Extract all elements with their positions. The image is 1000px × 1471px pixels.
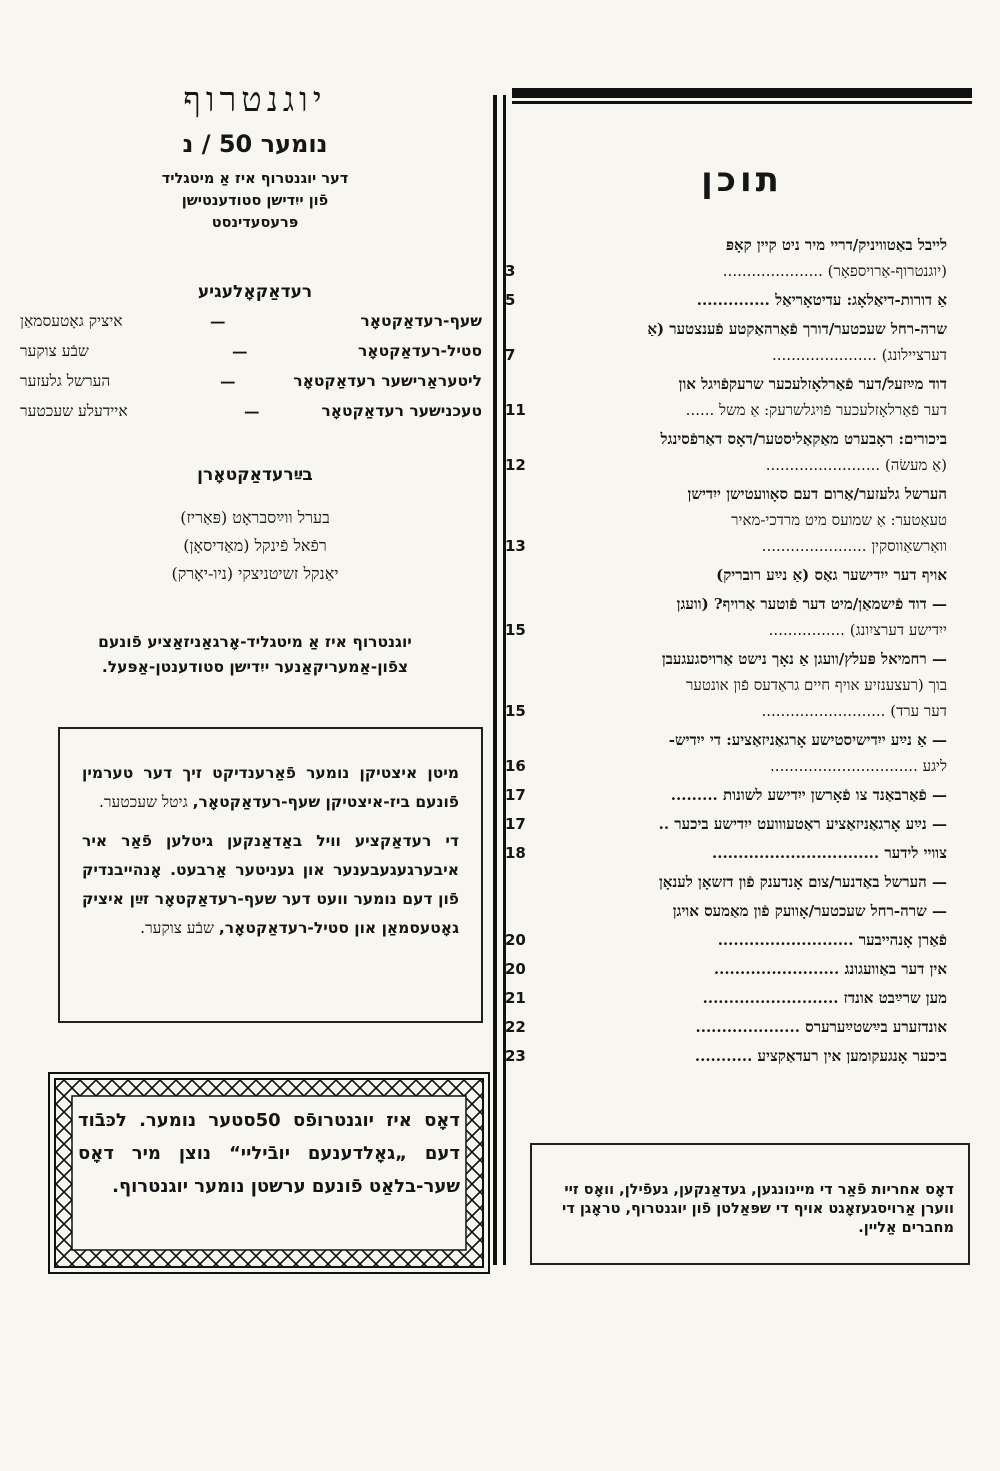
associate-editor: רפֿאל פֿינקל (מאַדיסאָן) <box>183 536 327 555</box>
toc-entry-line: — שרה-רחל שעכטער/אָוועק פֿון מאַמעס אויגן <box>672 902 947 920</box>
toc-page-number: 21 <box>505 989 526 1007</box>
editor-change-notice <box>58 727 483 1023</box>
toc-page-number: 17 <box>505 786 526 804</box>
toc-entry <box>505 1014 947 1040</box>
board-role: ליטעראַרישער רעדאַקטאָר <box>293 372 482 390</box>
toc-entry-line: — דוד פֿישמאַן/מיט דער פֿוטער אַרויף? (וועגן <box>676 595 947 613</box>
toc-entry-line: מען שרײַבט אונדז .......................... <box>702 989 947 1007</box>
toc-entry-line: (יוגנטרוף-אַרויספאָר) ..................... <box>722 262 947 280</box>
toc-entry-line: דער פֿאַרלאָזלעכער פֿויגלשרעק: אַ משל ...... <box>685 401 947 419</box>
masthead-desc-line: פֿון ייִדישן סטודענטישן <box>181 193 329 209</box>
board-row <box>20 372 482 400</box>
toc-entry-line: ביכער אָנגעקומען אין רעדאַקציע ........... <box>694 1047 947 1065</box>
board-dash: — <box>210 312 226 331</box>
toc-entry-line: ביכורים: ראָבערט מאַקאַליסטער/דאָס דאַרפֿסינגל <box>660 430 947 448</box>
disclaimer-box <box>530 1143 970 1265</box>
associate-editors-heading: בײַרעדאַקטאָרן <box>197 465 313 485</box>
board-person: איידעלע שעכטער <box>20 402 128 420</box>
toc-entry-line: — פֿאַרבאַנד צו פֿאָרשן ייִדישע לשונות ......... <box>670 786 947 804</box>
toc-entry <box>505 956 947 982</box>
toc-entry <box>505 646 947 724</box>
board-role: שעף-רעדאַקטאָר <box>360 312 482 330</box>
toc-page-number: 16 <box>505 757 526 775</box>
associate-editor: בערל ווײַסבראָט (פּאַריז) <box>180 508 330 527</box>
board-person: שבֿע צוקער <box>20 342 89 360</box>
board-role: טעכנישער רעדאַקטאָר <box>321 402 482 420</box>
toc-entry-line: דוד מײַזעל/דער פֿאַרלאָזלעכער שרעקפֿויגל און <box>678 375 947 393</box>
toc-page-number: 17 <box>505 815 526 833</box>
toc-entry <box>505 985 947 1011</box>
toc-entry-line: אין דער באַוועגונג ........................ <box>713 960 947 978</box>
toc-page-number: 11 <box>505 401 526 419</box>
toc-entry <box>505 232 947 284</box>
toc-entry <box>505 371 947 423</box>
notice-paragraph <box>82 827 459 943</box>
toc-entry <box>505 287 947 313</box>
masthead-description <box>0 168 510 234</box>
toc-entry <box>505 840 947 866</box>
toc-entry <box>505 811 947 837</box>
toc-entry-line: אויף דער ייִדישער גאַס (אַ נײַע רובריק) <box>716 566 947 584</box>
toc-entry <box>505 426 947 478</box>
notice-p1-rest: גיטל שעכטער. <box>98 793 188 811</box>
toc-entry-line: — נײַע אָרגאַניזאַציע ראַטעווועט ייִדישע ביכער .. <box>658 815 947 833</box>
editorial-board-heading: רעדאַקאָלעגיע <box>197 282 313 302</box>
board-row <box>20 312 482 340</box>
jubilee-note: דאָס איז יוגנטרופֿס 50סטער נומער. לכּבֿוד דעם „גאָלדענעם יובֿיליי“ נוצן מיר דאָס שער-בלאַט פֿונעם ערשטן נומער יוגנטרוף. <box>78 1110 460 1197</box>
toc-page-number: 3 <box>505 262 516 280</box>
toc-entry <box>505 591 947 643</box>
toc-page-number: 18 <box>505 844 526 862</box>
toc-list <box>505 232 947 1072</box>
board-role: סטיל-רעדאַקטאָר <box>357 342 482 360</box>
notice-p2-rest: שבֿע צוקער. <box>140 919 214 937</box>
toc-title: תוכן <box>701 160 783 200</box>
toc-page-number: 15 <box>505 621 526 639</box>
toc-entry-line: — הערשל באַדנער/צום אָנדענק פֿון דזשאָן לענאָן <box>658 873 947 891</box>
associate-editors-list <box>0 504 510 588</box>
membership-line: צפֿון-אַמעריקאַנער ייִדישן סטודענטן-אַפּעל. <box>101 658 409 676</box>
issue-number: נומער 50 / נ <box>182 130 328 158</box>
toc-entry <box>505 1043 947 1069</box>
board-dash: — <box>232 342 248 361</box>
toc-page-number: 5 <box>505 291 516 309</box>
toc-entry-line: — אַ נײַע ייִדישיסטישע אָרגאַניזאַציע: די ייִדיש- <box>668 731 947 749</box>
toc-page-number: 20 <box>505 931 526 949</box>
toc-entry-line: דער ערד) .......................... <box>761 702 947 720</box>
toc-entry-line: אונדזערע בײַשטײַערערס .................... <box>695 1018 947 1036</box>
masthead-desc-line: דער יוגנטרוף איז אַ מיטגליד <box>161 171 349 187</box>
toc-top-rule-thin <box>512 101 972 104</box>
toc-entry <box>505 782 947 808</box>
toc-entry <box>515 562 947 588</box>
notice-p1-emphasis: מיטן איצטיקן נומער פֿאַרענדיקט זיך דער טערמין פֿונעם ביז-איצטיקן שעף-רעדאַקטאָר, <box>82 764 459 811</box>
toc-entry <box>505 481 947 559</box>
toc-entry-line: — רחמיאל פּעלץ/וועגן אַ נאָך נישט אַרויסגעגעבן <box>661 650 947 668</box>
board-row <box>20 402 482 430</box>
toc-entry-line: הערשל גלעזער/אַרום דעם סאָוועטישן ייִדישן <box>687 485 947 503</box>
board-person: איציק גאָטעסמאַן <box>20 312 123 330</box>
notice-p2-emphasis: די רעדאַקציע וויל באַדאַנקען גיטלען פֿאַר איר איבערגעגעבענער און געניטער אַרבעט. אָנהייבנדיק פֿון דעם נומער וועט דער שעף-רעדאַקטאָר זײַן איציק גאָטעסמאַן און סטיל-רעדאַקטאָר, <box>82 832 459 937</box>
toc-top-rule <box>512 88 972 98</box>
toc-entry <box>505 727 947 779</box>
masthead-desc-line: פּרעסעדינסט <box>211 215 299 231</box>
board-dash: — <box>244 402 260 421</box>
toc-page-number: 7 <box>505 346 516 364</box>
toc-page-number: 15 <box>505 702 526 720</box>
toc-entry <box>505 316 947 368</box>
toc-entry-line: לייבל באַטוויניק/דריי מיר ניט קיין קאָפּ <box>725 236 947 254</box>
toc-entry-line: ליגע ............................... <box>770 757 947 775</box>
board-row <box>20 342 482 370</box>
toc-entry-line: וואַרשאַווסקין ...................... <box>761 537 947 555</box>
toc-page-number: 12 <box>505 456 526 474</box>
toc-entry-line: דערציילונג) ...................... <box>772 346 947 364</box>
toc-entry-line: שרה-רחל שעכטער/דורך פֿאַרהאַקטע פֿענצטער (אַ <box>647 320 947 338</box>
toc-page-number: 13 <box>505 537 526 555</box>
disclaimer-text: דאָס אחריות פֿאַר די מיינונגען, געדאַנקען, געפֿילן, וואָס זיי ווערן אַרויסגעזאָגט אויף די שפּאַלטן פֿון יוגנטרוף, טראָגן די מחברים אַליין. <box>561 1182 954 1236</box>
membership-note <box>0 630 510 680</box>
board-dash: — <box>220 372 236 391</box>
toc-entry-line: צוויי לידער ................................ <box>712 844 947 862</box>
toc-entry-line: אַ דורות-דיאַלאָג: עדיטאָריאַל .............. <box>696 291 947 309</box>
membership-line: יוגנטרוף איז אַ מיטגליד-אָרגאַניזאַציע פֿונעם <box>98 633 412 651</box>
board-person: הערשל גלעזער <box>20 372 111 390</box>
toc-entry-line: פֿאַרן אָנהייבער .......................... <box>717 931 947 949</box>
toc-entry-line: טעאַטער: אַ שמועס מיט מרדכי-מאיר <box>731 511 947 529</box>
toc-entry <box>515 898 947 924</box>
toc-entry <box>515 869 947 895</box>
toc-page-number: 22 <box>505 1018 526 1036</box>
masthead-title: יוגנטרוף <box>183 80 327 120</box>
column-separator <box>493 95 497 1265</box>
associate-editor: יאַנקל זשיטניצקי (ניו-יאָרק) <box>171 564 339 583</box>
toc-entry-line: בוך (רעצענזיע אויף חיים גראַדעס פֿון אונטער <box>686 676 947 694</box>
toc-page-number: 20 <box>505 960 526 978</box>
notice-paragraph <box>82 759 459 817</box>
toc-entry <box>505 927 947 953</box>
toc-entry-line: (אַ מעשׂה) ........................ <box>765 456 947 474</box>
toc-entry-line: ייִדישע דערציִונג) ................ <box>768 621 947 639</box>
toc-page-number: 23 <box>505 1047 526 1065</box>
